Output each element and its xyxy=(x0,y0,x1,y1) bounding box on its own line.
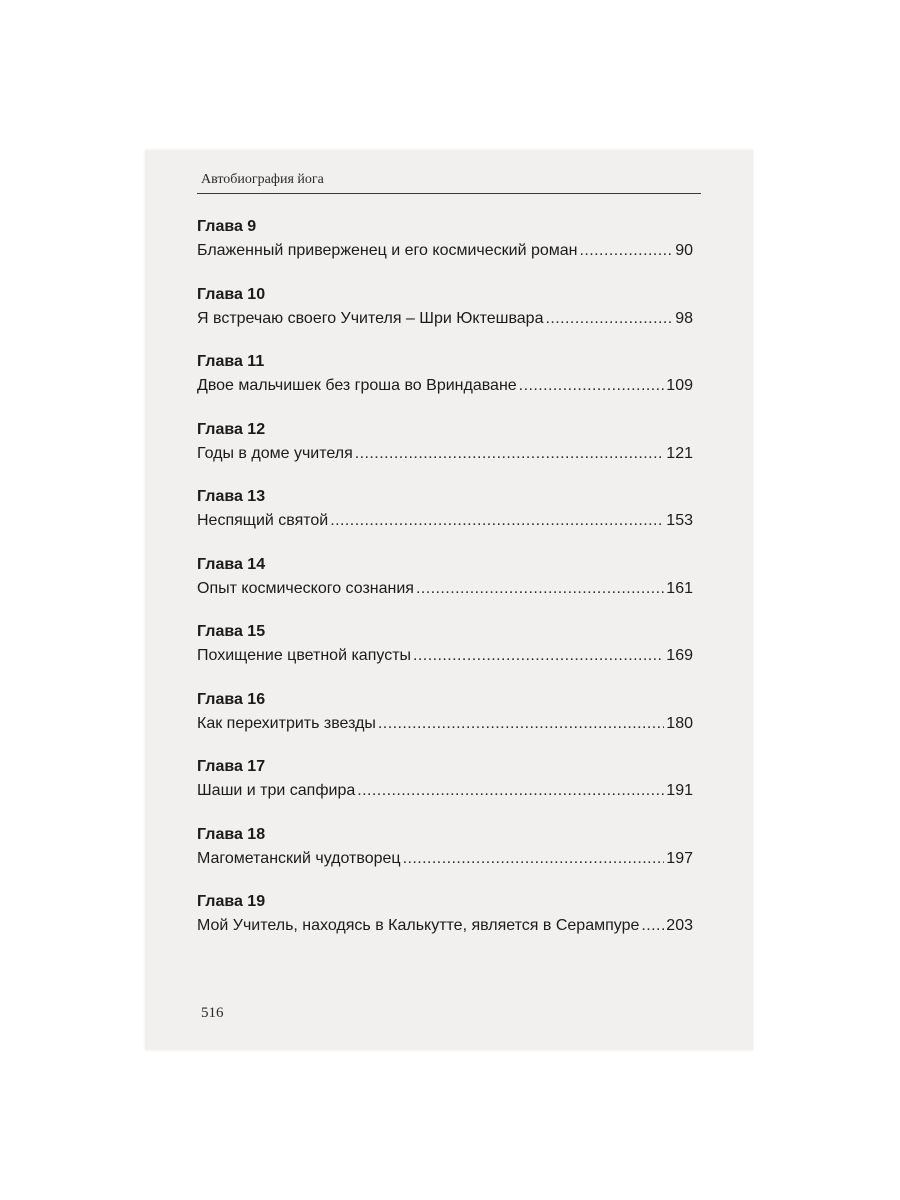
toc-entry xyxy=(197,824,693,892)
entry-line xyxy=(197,443,693,465)
page-folio: 516 xyxy=(201,1005,224,1021)
header-rule xyxy=(197,193,701,194)
chapter-label: Глава 16 xyxy=(197,690,266,708)
page-number: 121 xyxy=(666,444,693,462)
page-number: 109 xyxy=(666,377,693,394)
toc-entry xyxy=(197,689,693,757)
entry-line xyxy=(197,780,693,802)
chapter-title: Блаженный приверженец и его космический роман xyxy=(197,242,578,259)
toc-entry xyxy=(197,284,693,352)
entry-line xyxy=(197,308,693,330)
page-number: 197 xyxy=(666,849,693,867)
entry-line xyxy=(197,713,693,735)
toc-entry xyxy=(197,216,693,284)
entry-line xyxy=(197,578,693,600)
chapter-label: Глава 15 xyxy=(197,623,266,640)
dot-leader xyxy=(416,578,664,600)
chapter-label: Глава 17 xyxy=(197,758,266,775)
page-number: 90 xyxy=(675,242,693,259)
chapter-title: Шаши и три сапфира xyxy=(197,782,356,799)
chapter-label: Глава 13 xyxy=(197,488,266,505)
page-number: 191 xyxy=(666,782,693,799)
chapter-label: Глава 14 xyxy=(197,555,266,573)
running-header: Автобиография йога xyxy=(201,172,324,187)
toc-entry xyxy=(197,486,693,554)
dot-leader xyxy=(378,713,664,735)
chapter-label: Глава 12 xyxy=(197,420,266,438)
page-number: 98 xyxy=(675,309,693,327)
entry-line xyxy=(197,240,693,262)
chapter-label: Глава 19 xyxy=(197,893,266,910)
chapter-label: Глава 11 xyxy=(197,353,265,370)
dot-leader xyxy=(519,375,665,397)
chapter-title: Опыт космического сознания xyxy=(197,579,414,597)
dot-leader xyxy=(403,848,665,870)
toc-entry xyxy=(197,891,693,959)
chapter-label: Глава 10 xyxy=(197,285,266,303)
page-number: 169 xyxy=(666,647,693,664)
entry-line xyxy=(197,375,693,397)
dot-leader xyxy=(355,443,665,465)
entry-line xyxy=(197,645,693,667)
chapter-title: Годы в доме учителя xyxy=(197,444,353,462)
chapter-title: Мой Учитель, находясь в Калькутте, является в Серампуре xyxy=(197,917,640,934)
table-of-contents xyxy=(197,216,693,959)
chapter-title: Двое мальчишек без гроша во Вриндаване xyxy=(197,377,517,394)
chapter-label: Глава 9 xyxy=(197,218,257,235)
chapter-title: Я встречаю своего Учителя – Шри Юктешвара xyxy=(197,309,544,327)
chapter-label: Глава 18 xyxy=(197,825,266,843)
dot-leader xyxy=(357,780,664,802)
dot-leader xyxy=(413,645,664,667)
book-page xyxy=(145,150,753,1050)
chapter-title: Как перехитрить звезды xyxy=(197,714,376,732)
entry-line xyxy=(197,915,693,937)
dot-leader xyxy=(641,915,664,937)
chapter-title: Магометанский чудотворец xyxy=(197,849,401,867)
toc-entry xyxy=(197,554,693,622)
dot-leader xyxy=(579,240,673,262)
page-number: 203 xyxy=(666,917,693,934)
page-number: 180 xyxy=(666,714,693,732)
toc-entry xyxy=(197,756,693,824)
dot-leader xyxy=(330,510,664,532)
toc-entry xyxy=(197,419,693,487)
chapter-title: Похищение цветной капусты xyxy=(197,647,412,664)
chapter-title: Неспящий святой xyxy=(197,512,329,529)
toc-entry xyxy=(197,621,693,689)
page-number: 161 xyxy=(666,579,693,597)
dot-leader xyxy=(545,308,673,330)
toc-entry xyxy=(197,351,693,419)
page-number: 153 xyxy=(666,512,693,529)
entry-line xyxy=(197,848,693,870)
entry-line xyxy=(197,510,693,532)
